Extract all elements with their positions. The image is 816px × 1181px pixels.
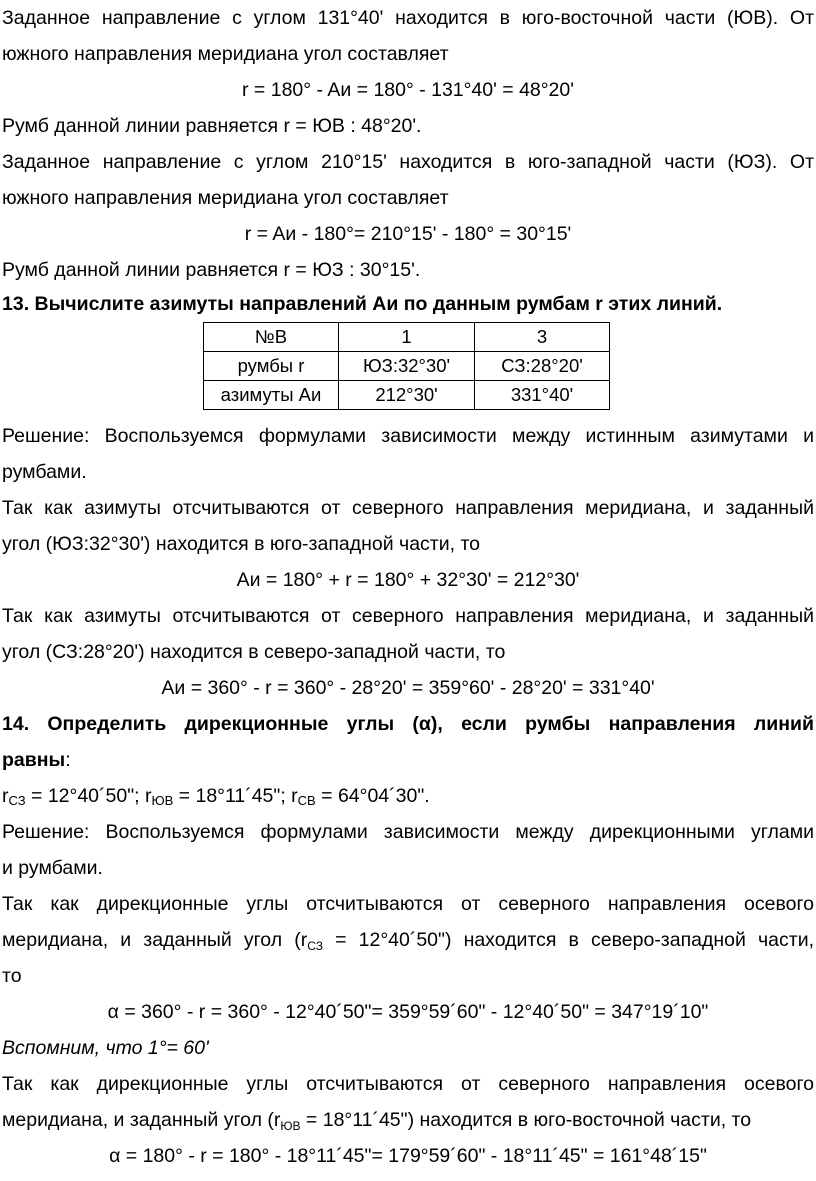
task-13-heading: 13. Вычислите азимуты направлений Aи по данным румбам r этих линий.	[2, 293, 723, 315]
table-cell: 1	[339, 323, 475, 352]
rhumb-subscript: СЗ	[8, 793, 26, 808]
paragraph-line: Так как азимуты отсчитываются от северного направления меридиана, и заданный	[2, 605, 814, 627]
paragraph-line: угол (ЮЗ:32°30') находится в юго-западной части, то	[2, 533, 481, 555]
paragraph-line: Румб данной линии равняется r = ЮЗ : 30°15'.	[2, 259, 421, 281]
text-span: меридиана, и заданный угол (r	[2, 1109, 281, 1131]
task-14-bold-word: равны	[2, 749, 66, 771]
given-values-line	[2, 778, 814, 814]
rhumb-subscript: СВ	[297, 793, 316, 808]
table-cell: ЮЗ:32°30'	[339, 352, 475, 381]
table-row	[204, 352, 610, 381]
paragraph-line: то	[2, 965, 22, 987]
paragraph-line	[2, 1102, 814, 1138]
text-span: = 18°11´45") находится в юго-восточной части, то	[300, 1109, 752, 1131]
rhumb-symbol: r	[291, 785, 298, 807]
rhumb-azimuth-table	[203, 322, 610, 410]
paragraph-line: Заданное направление с углом 131°40' находится в юго-восточной части (ЮВ). От	[2, 7, 814, 29]
table-cell: 331°40'	[475, 381, 610, 410]
paragraph-line: южного направления меридиана угол составляет	[2, 43, 449, 65]
paragraph-line: Румб данной линии равняется r = ЮВ : 48°20'.	[2, 115, 422, 137]
rhumb-symbol: r	[144, 785, 152, 807]
formula-line: α = 180° - r = 180° - 18°11´45"= 179°59´60" - 18°11´45" = 161°48´15"	[109, 1145, 707, 1167]
paragraph-line: Решение: Воспользуемся формулами зависимости между истинным азимутами и	[2, 425, 814, 447]
task-14-colon: :	[65, 749, 71, 771]
table-cell: №В	[204, 323, 339, 352]
formula-line: r = 180° - Aи = 180° - 131°40' = 48°20'	[242, 79, 574, 101]
paragraph-line: угол (СЗ:28°20') находится в северо-западной части, то	[2, 641, 506, 663]
table-cell: 212°30'	[339, 381, 475, 410]
table-row	[204, 381, 610, 410]
rhumb-subscript: ЮВ	[151, 793, 174, 808]
formula-line: r = Aи - 180°= 210°15' - 180° = 30°15'	[244, 223, 572, 245]
note-line: Вспомним, что 1°= 60'	[2, 1037, 209, 1059]
rhumb-subscript: СЗ	[307, 939, 324, 953]
table-cell: румбы r	[204, 352, 339, 381]
table-cell: азимуты Aи	[204, 381, 339, 410]
table-row	[204, 323, 610, 352]
text-span: = 12°40´50") находится в северо-западной части,	[323, 929, 815, 951]
paragraph-line: Решение: Воспользуемся формулами зависимости между дирекционными углами	[2, 821, 814, 843]
formula-line: α = 360° - r = 360° - 12°40´50"= 359°59´60" - 12°40´50" = 347°19´10"	[107, 1001, 709, 1023]
rhumb-value: = 18°11´45";	[173, 785, 292, 807]
rhumb-symbol: r	[2, 785, 9, 807]
task-14-heading: 14. Определить дирекционные углы (α), если румбы направления линий	[2, 713, 814, 735]
paragraph-line: Так как дирекционные углы отсчитываются от северного направления осевого	[2, 1073, 814, 1095]
paragraph-line: южного направления меридиана угол составляет	[2, 187, 449, 209]
text-span: меридиана, и заданный угол (r	[2, 929, 308, 951]
table-cell: СЗ:28°20'	[475, 352, 610, 381]
paragraph-line: румбами.	[2, 461, 87, 483]
formula-line: Aи = 180° + r = 180° + 32°30' = 212°30'	[236, 569, 580, 591]
paragraph-line: Так как дирекционные углы отсчитываются от северного направления осевого	[2, 893, 814, 915]
rhumb-value: = 64°04´30".	[315, 785, 430, 807]
formula-line: Aи = 360° - r = 360° - 28°20' = 359°60' - 28°20' = 331°40'	[161, 677, 655, 699]
paragraph-line	[2, 922, 814, 958]
paragraph-line: Так как азимуты отсчитываются от северного направления меридиана, и заданный	[2, 497, 814, 519]
paragraph-line: Заданное направление с углом 210°15' находится в юго-западной части (ЮЗ). От	[2, 151, 814, 173]
rhumb-value: = 12°40´50";	[25, 785, 145, 807]
rhumb-subscript: ЮВ	[280, 1119, 301, 1133]
task-14-heading-cont	[2, 742, 814, 778]
paragraph-line: и румбами.	[2, 857, 103, 879]
table-cell: 3	[475, 323, 610, 352]
